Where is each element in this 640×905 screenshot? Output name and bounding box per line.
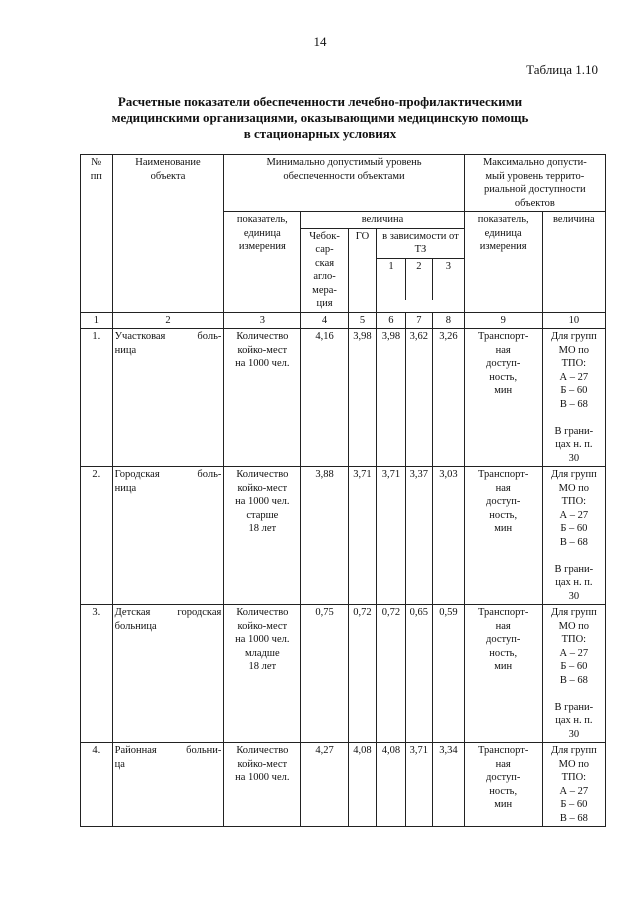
header-text: измерения [238, 241, 286, 252]
cell-line [545, 411, 603, 425]
cell-line: цах н. п. [555, 439, 593, 450]
header-text: Чебок- [309, 230, 340, 242]
row-tz1: 4,08 [377, 743, 405, 827]
cell-line: мин [494, 661, 513, 672]
cell-line: койко-мест [237, 344, 288, 356]
title-line: в стационарных условиях [243, 126, 397, 141]
header-min-level [224, 155, 464, 212]
header-tz-col: 3 [445, 260, 452, 272]
cell-line: В – 68 [559, 674, 588, 686]
title-line: Расчетные показатели обеспеченности лечебно-профилактическими [117, 94, 523, 109]
cell-line: ТПО: [561, 358, 587, 369]
row-max-unit [464, 743, 542, 827]
cell-line: койко-мест [237, 758, 288, 770]
row-max-value [542, 605, 605, 743]
row-go: 3,71 [348, 467, 376, 605]
col-number: 3 [224, 312, 301, 329]
cell-line: В грани- [554, 425, 594, 437]
header-text: ция [316, 298, 333, 309]
row-cheb: 4,16 [301, 329, 348, 467]
header-num [81, 155, 113, 313]
col-number: 4 [301, 312, 348, 329]
indicators-table [80, 154, 606, 827]
cell-line: Для групп [550, 745, 597, 756]
cell-line: ная [495, 344, 511, 356]
title-line: медицинскими организациями, оказывающими медицинскую помощь [111, 110, 529, 125]
row-cheb: 0,75 [301, 605, 348, 743]
header-text: обеспеченности объектами [283, 170, 405, 182]
header-value: величина [301, 212, 464, 229]
cell-line: на 1000 чел. [235, 634, 290, 645]
cell-line: А – 27 [559, 371, 589, 383]
row-name [112, 329, 224, 467]
cell-line: ная [495, 482, 511, 494]
col-number: 5 [348, 312, 376, 329]
cell-line: Участковая боль- [114, 331, 222, 342]
cell-line: А – 27 [559, 785, 589, 797]
cell-line: А – 27 [559, 647, 589, 659]
row-tz2: 0,65 [405, 605, 432, 743]
cell-line: В – 68 [559, 536, 588, 548]
cell-line: Транспорт- [478, 745, 529, 756]
cell-line: МО по [558, 482, 590, 494]
cell-line: доступ- [486, 358, 521, 369]
cell-line: 18 лет [248, 661, 277, 672]
cell-line: Для групп [550, 331, 597, 342]
cell-line: 30 [568, 590, 580, 602]
header-tz [377, 228, 464, 312]
cell-line: 30 [568, 728, 580, 740]
cell-line: Б – 60 [560, 661, 588, 672]
cell-line: цах н. п. [555, 577, 593, 588]
header-text: ТЗ [414, 244, 427, 255]
row-tz2: 3,37 [405, 467, 432, 605]
header-tz-title [377, 229, 463, 259]
cell-line: старше [246, 509, 279, 521]
cell-line: ТПО: [561, 634, 587, 645]
cell-line: Детская городская [114, 607, 222, 618]
cell-line: ность, [489, 647, 518, 659]
header-text: объектов [514, 197, 555, 209]
cell-line: больница [114, 620, 157, 632]
header-text: показатель, [236, 214, 288, 225]
cell-line: мин [494, 799, 513, 810]
cell-line [545, 687, 603, 701]
cell-line: Количество [236, 607, 289, 618]
row-num: 1. [81, 329, 113, 467]
header-tz-col: 2 [406, 259, 433, 300]
row-max-unit [464, 605, 542, 743]
cell-line: Районная больни- [114, 745, 222, 756]
cell-line: ница [114, 344, 137, 356]
row-tz1: 3,71 [377, 467, 405, 605]
cell-line [545, 549, 603, 563]
header-text: агло- [313, 271, 336, 282]
cell-line: младше [245, 647, 280, 659]
row-unit [224, 329, 301, 467]
col-number: 2 [112, 312, 224, 329]
table-row [81, 329, 606, 467]
header-text: единица [484, 227, 522, 239]
row-unit [224, 743, 301, 827]
cell-line: на 1000 чел. [235, 358, 290, 369]
cell-line: Городская боль- [114, 469, 222, 480]
cell-line: Для групп [550, 469, 597, 480]
header-name [112, 155, 224, 313]
cell-line: на 1000 чел. [235, 772, 290, 783]
cell-line: ность, [489, 509, 518, 521]
header-text: пп [90, 170, 102, 182]
cell-line: койко-мест [237, 620, 288, 632]
cell-line: Количество [236, 331, 289, 342]
row-unit [224, 467, 301, 605]
cell-line: ТПО: [561, 772, 587, 783]
header-text: мера- [312, 284, 337, 296]
col-number: 6 [377, 312, 405, 329]
header-text: Минимально допустимый уровень [266, 157, 422, 168]
cell-line: ца [114, 758, 125, 770]
row-num: 2. [81, 467, 113, 605]
cell-line: Б – 60 [560, 523, 588, 534]
cell-line: В – 68 [559, 398, 588, 410]
cell-line: Количество [236, 745, 289, 756]
cell-line: ная [495, 620, 511, 632]
row-max-value [542, 467, 605, 605]
header-text: риальной доступности [484, 184, 586, 195]
row-tz3: 3,03 [433, 467, 465, 605]
row-num: 3. [81, 605, 113, 743]
row-tz2: 3,71 [405, 743, 432, 827]
row-tz1: 3,98 [377, 329, 405, 467]
row-max-value [542, 743, 605, 827]
table-row [81, 743, 606, 827]
cell-line: мин [494, 523, 513, 534]
row-go: 0,72 [348, 605, 376, 743]
header-text: ская [314, 257, 335, 269]
row-max-unit [464, 467, 542, 605]
row-cheb: 4,27 [301, 743, 348, 827]
cell-line: Транспорт- [478, 469, 529, 480]
cell-line: В грани- [554, 563, 594, 575]
cell-line: Б – 60 [560, 799, 588, 810]
row-name [112, 605, 224, 743]
row-max-unit [464, 329, 542, 467]
header-text: в зависимости от [382, 230, 459, 242]
header-text: единица [243, 227, 281, 239]
row-num: 4. [81, 743, 113, 827]
cell-line: Для групп [550, 607, 597, 618]
cell-line: койко-мест [237, 482, 288, 494]
cell-line: МО по [558, 344, 590, 356]
row-go: 4,08 [348, 743, 376, 827]
col-number: 1 [81, 312, 113, 329]
row-tz3: 3,26 [433, 329, 465, 467]
row-tz2: 3,62 [405, 329, 432, 467]
cell-line: ность, [489, 371, 518, 383]
cell-line: ность, [489, 785, 518, 797]
header-text: Максимально допусти- [482, 157, 587, 168]
cell-line: 18 лет [248, 523, 277, 534]
cell-line: доступ- [486, 772, 521, 783]
cell-line: А – 27 [559, 509, 589, 521]
table-label: Таблица 1.10 [526, 62, 598, 77]
row-tz1: 0,72 [377, 605, 405, 743]
cell-line: на 1000 чел. [235, 496, 290, 507]
col-number: 8 [433, 312, 465, 329]
cell-line: МО по [558, 758, 590, 770]
table-body [81, 329, 606, 827]
row-name [112, 467, 224, 605]
row-cheb: 3,88 [301, 467, 348, 605]
col-number: 9 [464, 312, 542, 329]
cell-line: МО по [558, 620, 590, 632]
cell-line: доступ- [486, 496, 521, 507]
header-max-value: величина [542, 212, 605, 313]
cell-line: Транспорт- [478, 607, 529, 618]
header-text: мый уровень террито- [485, 170, 585, 182]
cell-line: Б – 60 [560, 385, 588, 396]
header-tz-col: 1 [377, 259, 405, 300]
header-text: № [91, 157, 102, 168]
table-header [81, 155, 606, 329]
row-max-value [542, 329, 605, 467]
cell-line: мин [494, 385, 513, 396]
header-text: сар- [315, 244, 334, 255]
page-number: 14 [313, 34, 327, 49]
cell-line: В – 68 [559, 812, 588, 824]
cell-line: Транспорт- [478, 331, 529, 342]
cell-line: ница [114, 482, 137, 494]
header-text: показатель, [477, 214, 529, 225]
header-text: измерения [479, 241, 527, 252]
row-go: 3,98 [348, 329, 376, 467]
header-text: Наименование [135, 157, 201, 168]
cell-line: Количество [236, 469, 289, 480]
header-indicator [224, 212, 301, 313]
cell-line: цах н. п. [555, 715, 593, 726]
col-number: 7 [405, 312, 432, 329]
header-max-level [464, 155, 605, 212]
cell-line: ная [495, 758, 511, 770]
table-row [81, 467, 606, 605]
cell-line: доступ- [486, 634, 521, 645]
header-text: объекта [150, 170, 186, 182]
header-cheb [301, 228, 348, 312]
row-tz3: 3,34 [433, 743, 465, 827]
cell-line: В грани- [554, 701, 594, 713]
col-number: 10 [542, 312, 605, 329]
header-max-indicator [464, 212, 542, 313]
cell-line: 30 [568, 452, 580, 464]
header-go: ГО [348, 228, 376, 312]
row-tz3: 0,59 [433, 605, 465, 743]
row-unit [224, 605, 301, 743]
table-title [60, 94, 580, 142]
table-row [81, 605, 606, 743]
row-name [112, 743, 224, 827]
cell-line: ТПО: [561, 496, 587, 507]
header-tz-cols [377, 259, 463, 300]
